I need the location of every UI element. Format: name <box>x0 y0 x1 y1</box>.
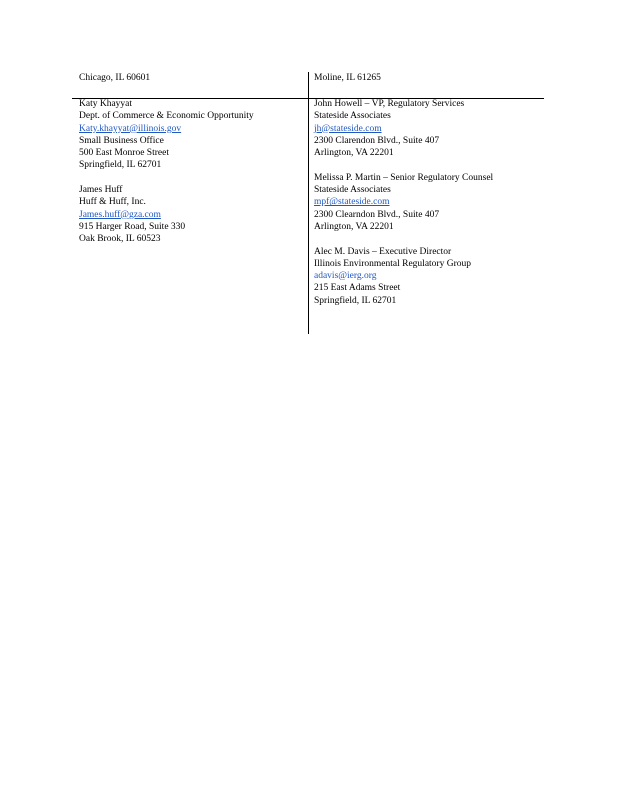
contact-block-martin <box>314 172 544 233</box>
contact-email-link[interactable]: jh@stateside.com <box>314 123 382 134</box>
contact-address-line: Arlington, VA 22201 <box>314 148 394 159</box>
city-line: Chicago, IL 60601 <box>79 73 151 83</box>
contact-name: Katy Khayyat <box>79 99 133 109</box>
contact-block-huff <box>79 184 301 245</box>
row1-right-cell <box>314 72 544 84</box>
contact-block-howell <box>314 98 544 159</box>
contact-name: Alec M. Davis – Executive Director <box>314 246 452 257</box>
spacer <box>314 233 544 245</box>
contact-organization: Stateside Associates <box>314 111 391 122</box>
contact-block-davis <box>314 246 544 307</box>
contact-address-line: 500 East Monroe Street <box>79 148 169 159</box>
contact-organization: Dept. of Commerce & Economic Opportunity <box>79 111 254 122</box>
contact-address-line: 2300 Clarendon Blvd., Suite 407 <box>314 135 440 146</box>
contact-email-link[interactable]: adavis@ierg.org <box>314 271 377 282</box>
spacer <box>79 172 301 184</box>
row1-left-cell <box>79 72 301 84</box>
contact-address-line: Oak Brook, IL 60523 <box>79 234 161 245</box>
contact-email-link[interactable]: mpf@stateside.com <box>314 197 390 208</box>
contact-address-line: Springfield, IL 62701 <box>314 295 397 306</box>
contact-name: John Howell – VP, Regulatory Services <box>314 99 465 109</box>
contact-email-link[interactable]: Katy.khayyat@illinois.gov <box>79 123 182 134</box>
contact-name: Melissa P. Martin – Senior Regulatory Counsel <box>314 172 494 183</box>
spacer <box>314 159 544 171</box>
contact-block-khayyat <box>79 98 301 172</box>
column-divider <box>308 72 309 334</box>
city-line: Moline, IL 61265 <box>314 73 381 83</box>
contact-organization: Illinois Environmental Regulatory Group <box>314 258 471 269</box>
row2-left-cell <box>79 98 301 246</box>
contact-organization: Huff & Huff, Inc. <box>79 197 146 208</box>
row2-right-cell <box>314 98 544 307</box>
contact-address-line: 215 East Adams Street <box>314 283 401 294</box>
contact-address-line: Arlington, VA 22201 <box>314 221 394 232</box>
contact-address-line: 915 Harger Road, Suite 330 <box>79 221 186 232</box>
contact-address-line: Springfield, IL 62701 <box>79 160 162 171</box>
contact-address-line: 2300 Clearndon Blvd., Suite 407 <box>314 209 440 220</box>
contact-name: James Huff <box>79 185 123 196</box>
contact-email-link[interactable]: James.huff@gza.com <box>79 209 161 220</box>
contact-address-line: Small Business Office <box>79 135 164 146</box>
contact-organization: Stateside Associates <box>314 185 391 196</box>
